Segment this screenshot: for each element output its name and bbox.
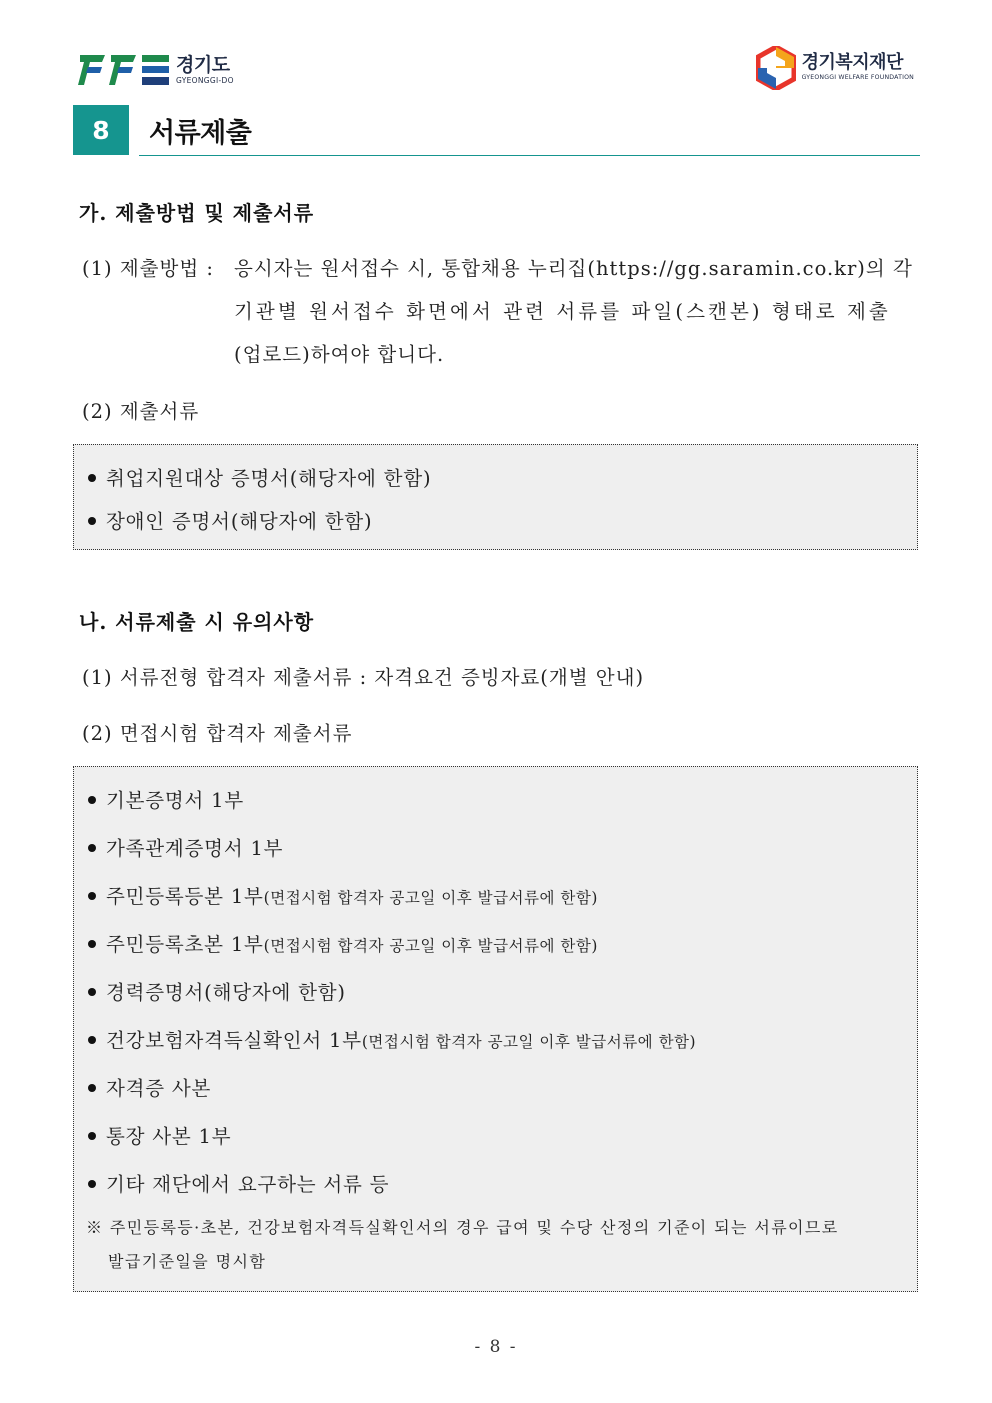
bullet-icon [88,844,96,852]
list-item: 경력증명서(해당자에 한함) [88,977,346,1005]
list-item: 주민등록등본 1부(면접시험 합격자 공고일 이후 발급서류에 한함) [88,881,598,909]
bullet-icon [88,1036,96,1044]
list-item: 건강보험자격득실확인서 1부(면접시험 합격자 공고일 이후 발급서류에 한함) [88,1025,696,1053]
list-item: 기본증명서 1부 [88,785,244,813]
section-divider [139,155,920,156]
gyeonggi-do-logo-text: 경기도 [176,53,230,76]
submission-docs-box [73,444,918,550]
interview-docs-label: (2) 면접시험 합격자 제출서류 [82,722,353,745]
bullet-icon [88,988,96,996]
docs-label: (2) 제출서류 [82,400,200,423]
part-a-heading: 가. 제출방법 및 제출서류 [79,201,315,225]
method-text-line-2: 기관별 원서접수 화면에서 관련 서류를 파일(스캔본) 형태로 제출 [234,300,891,323]
gyeonggi-do-logo-icon [78,52,170,88]
section-title: 서류제출 [149,118,252,149]
page-number: - 8 - [474,1337,518,1357]
bullet-icon [88,474,96,482]
bullet-icon [88,1132,96,1140]
footnote-line-2: 발급기준일을 명시함 [108,1252,267,1271]
welfare-foundation-logo-subtext: GYEONGGI WELFARE FOUNDATION [801,74,914,82]
gyeonggi-do-logo [78,52,234,88]
gyeonggi-do-logo-subtext: GYEONGGI-DO [176,75,234,85]
list-item: 가족관계증명서 1부 [88,833,283,861]
list-item: 취업지원대상 증명서(해당자에 한함) [88,463,431,491]
part-b-heading: 나. 서류제출 시 유의사항 [79,610,315,634]
welfare-foundation-logo [756,46,914,90]
bullet-icon [88,940,96,948]
method-label: (1) 제출방법 : [82,257,214,280]
bullet-icon [88,892,96,900]
list-item: 기타 재단에서 요구하는 서류 등 [88,1169,389,1197]
list-item: 자격증 사본 [88,1073,211,1101]
welfare-foundation-logo-text: 경기복지재단 [801,52,903,74]
list-item: 주민등록초본 1부(면접시험 합격자 공고일 이후 발급서류에 한함) [88,929,598,957]
footnote-line-1: ※ 주민등록등·초본, 건강보험자격득실확인서의 경우 급여 및 수당 산정의 기준이 되는 서류이므로 [86,1218,839,1237]
method-text-line-1: 응시자는 원서접수 시, 통합채용 누리집(https://gg.saramin.co.kr)의 각 [234,257,913,280]
bullet-icon [88,517,96,525]
bullet-icon [88,1180,96,1188]
list-item: 장애인 증명서(해당자에 한함) [88,506,372,534]
method-text-line-3: (업로드)하여야 합니다. [234,343,445,366]
document-screening-item: (1) 서류전형 합격자 제출서류 : 자격요건 증빙자료(개별 안내) [82,666,645,689]
list-item: 통장 사본 1부 [88,1121,231,1149]
bullet-icon [88,796,96,804]
interview-docs-box [73,766,918,1292]
bullet-icon [88,1084,96,1092]
section-number-badge: 8 [73,105,129,155]
welfare-foundation-logo-icon [756,46,796,90]
